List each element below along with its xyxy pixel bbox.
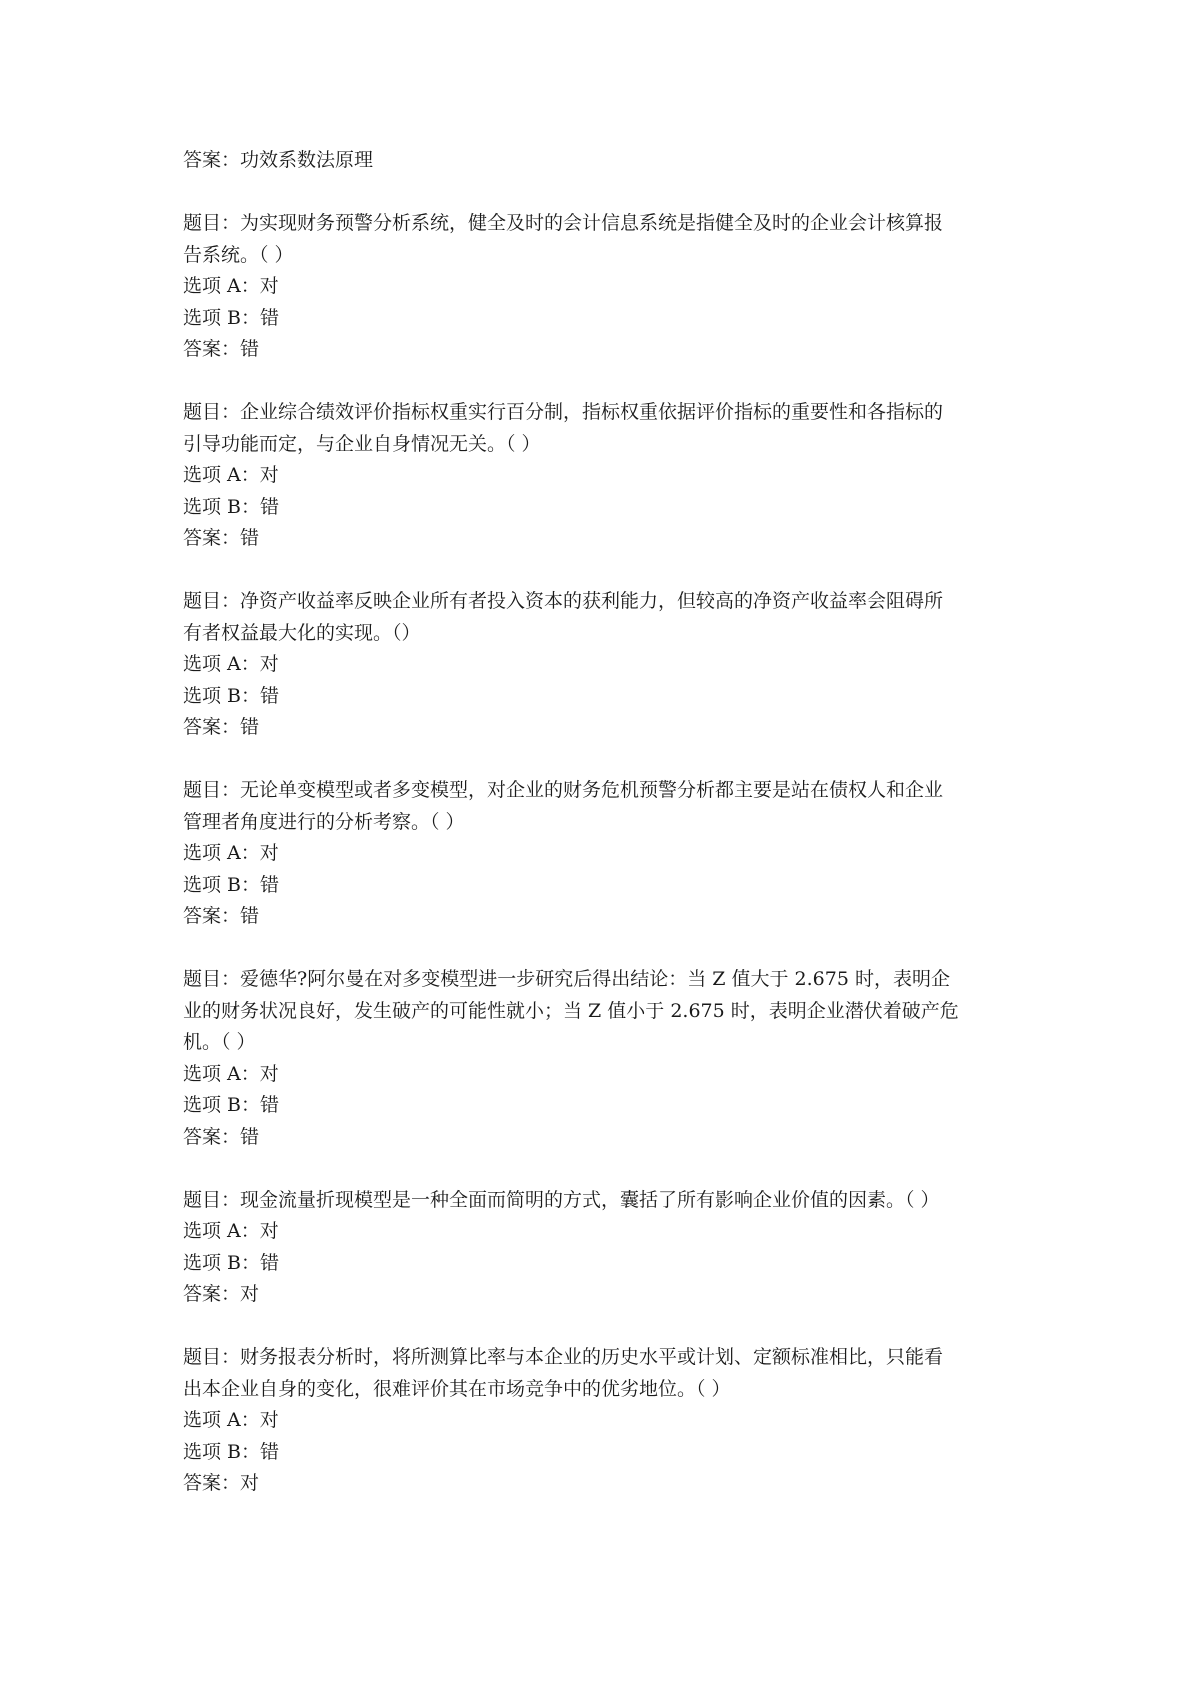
option-a-label: 选项 A： bbox=[183, 653, 260, 675]
question-text-continuation bbox=[183, 1374, 1023, 1406]
answer-line bbox=[183, 1279, 1023, 1311]
question-block bbox=[183, 964, 1023, 1153]
option-b-label: 选项 B： bbox=[183, 1440, 261, 1463]
option-a-line bbox=[183, 271, 1023, 303]
answer-line bbox=[183, 901, 1023, 933]
answer-value: 对 bbox=[240, 1283, 260, 1305]
question-text-line bbox=[183, 208, 1023, 240]
question-text: 为实现财务预警分析系统，健全及时的会计信息系统是指健全及时的企业会计核算报 bbox=[240, 212, 944, 234]
question-label: 题目： bbox=[183, 590, 241, 612]
question-text: 机。（ ） bbox=[183, 1031, 256, 1053]
option-b-label: 选项 B： bbox=[183, 1094, 261, 1116]
answer-value: 错 bbox=[240, 527, 260, 549]
previous-answer bbox=[183, 145, 1023, 177]
option-a-label: 选项 A： bbox=[183, 464, 260, 486]
question-text: 业的财务状况良好，发生破产的可能性就小；当 Z 值小于 2.675 时，表明企业潜伏着破产危 bbox=[183, 999, 959, 1022]
question-list bbox=[183, 208, 1023, 1500]
option-b-value: 错 bbox=[260, 495, 280, 518]
answer-line bbox=[183, 523, 1023, 555]
question-text: 有者权益最大化的实现。（） bbox=[183, 621, 421, 644]
answer-label: 答案： bbox=[183, 905, 241, 927]
question-label: 题目： bbox=[183, 1188, 241, 1211]
option-b-label: 选项 B： bbox=[183, 684, 261, 707]
option-a-label: 选项 A： bbox=[183, 1409, 260, 1431]
option-b-label: 选项 B： bbox=[183, 873, 261, 896]
question-text: 管理者角度进行的分析考察。（ ） bbox=[183, 810, 465, 833]
answer-label: 答案： bbox=[183, 338, 241, 360]
option-a-line bbox=[183, 1216, 1023, 1248]
option-b-value: 错 bbox=[260, 1094, 280, 1116]
question-label: 题目： bbox=[183, 401, 241, 423]
question-text-line bbox=[183, 397, 1023, 429]
option-b-line bbox=[183, 303, 1023, 335]
option-a-label: 选项 A： bbox=[183, 275, 260, 297]
option-a-line bbox=[183, 1405, 1023, 1437]
question-text-line bbox=[183, 775, 1023, 807]
option-b-line bbox=[183, 492, 1023, 524]
question-text-line bbox=[183, 586, 1023, 618]
question-block bbox=[183, 1342, 1023, 1500]
option-b-value: 错 bbox=[260, 306, 280, 329]
option-b-line bbox=[183, 1090, 1023, 1122]
answer-line bbox=[183, 1468, 1023, 1500]
question-block bbox=[183, 208, 1023, 366]
question-text-continuation bbox=[183, 618, 1023, 650]
option-b-label: 选项 B： bbox=[183, 306, 261, 329]
answer-line bbox=[183, 334, 1023, 366]
option-b-value: 错 bbox=[260, 873, 280, 896]
question-block bbox=[183, 1185, 1023, 1311]
answer-label: 答案： bbox=[183, 527, 241, 549]
question-label: 题目： bbox=[183, 968, 241, 990]
option-b-label: 选项 B： bbox=[183, 495, 261, 518]
question-text: 现金流量折现模型是一种全面而简明的方式，囊括了所有影响企业价值的因素。（ ） bbox=[240, 1188, 940, 1211]
question-text: 引导功能而定，与企业自身情况无关。（ ） bbox=[183, 432, 541, 455]
option-a-line bbox=[183, 649, 1023, 681]
answer-value: 错 bbox=[240, 905, 260, 927]
answer-value: 错 bbox=[240, 1125, 260, 1148]
option-a-line bbox=[183, 1059, 1023, 1091]
option-a-label: 选项 A： bbox=[183, 1220, 260, 1242]
question-text: 净资产收益率反映企业所有者投入资本的获利能力，但较高的净资产收益率会阻碍所 bbox=[240, 590, 944, 612]
answer-label: 答案： bbox=[183, 1472, 241, 1494]
option-a-value: 对 bbox=[259, 842, 279, 864]
question-text: 企业综合绩效评价指标权重实行百分制，指标权重依据评价指标的重要性和各指标的 bbox=[240, 401, 944, 423]
answer-label: 答案： bbox=[183, 1283, 241, 1305]
question-text-line bbox=[183, 1342, 1023, 1374]
option-a-label: 选项 A： bbox=[183, 1062, 260, 1085]
question-text-continuation bbox=[183, 996, 1023, 1028]
answer-label: 答案： bbox=[183, 716, 241, 738]
document-content bbox=[183, 145, 1023, 1531]
question-text: 爱德华?阿尔曼在对多变模型进一步研究后得出结论：当 Z 值大于 2.675 时，表明企 bbox=[240, 968, 950, 990]
question-text-continuation bbox=[183, 429, 1023, 461]
answer-line bbox=[183, 1122, 1023, 1154]
option-a-value: 对 bbox=[259, 275, 279, 297]
question-label: 题目： bbox=[183, 779, 241, 801]
answer-value: 错 bbox=[240, 716, 260, 738]
option-b-value: 错 bbox=[260, 684, 280, 707]
previous-answer-text: 答案：功效系数法原理 bbox=[183, 149, 374, 171]
option-a-line bbox=[183, 460, 1023, 492]
answer-value: 错 bbox=[240, 338, 260, 360]
answer-value: 对 bbox=[240, 1472, 260, 1494]
question-block bbox=[183, 775, 1023, 933]
option-a-value: 对 bbox=[259, 464, 279, 486]
option-a-value: 对 bbox=[259, 1220, 279, 1242]
question-text-continuation bbox=[183, 1027, 1023, 1059]
question-text-line bbox=[183, 1185, 1023, 1217]
option-a-value: 对 bbox=[259, 653, 279, 675]
option-b-line bbox=[183, 681, 1023, 713]
option-b-line bbox=[183, 870, 1023, 902]
question-label: 题目： bbox=[183, 1346, 241, 1368]
question-text-continuation bbox=[183, 240, 1023, 272]
option-b-value: 错 bbox=[260, 1251, 280, 1274]
question-text: 出本企业自身的变化，很难评价其在市场竞争中的优劣地位。（ ） bbox=[183, 1377, 731, 1400]
question-block bbox=[183, 586, 1023, 744]
question-text-continuation bbox=[183, 807, 1023, 839]
option-b-label: 选项 B： bbox=[183, 1251, 261, 1274]
option-a-value: 对 bbox=[259, 1409, 279, 1431]
option-a-line bbox=[183, 838, 1023, 870]
question-text-line bbox=[183, 964, 1023, 996]
option-b-line bbox=[183, 1437, 1023, 1469]
question-label: 题目： bbox=[183, 212, 241, 234]
question-text: 无论单变模型或者多变模型，对企业的财务危机预警分析都主要是站在债权人和企业 bbox=[240, 779, 944, 801]
option-b-value: 错 bbox=[260, 1440, 280, 1463]
question-block bbox=[183, 397, 1023, 555]
answer-line bbox=[183, 712, 1023, 744]
answer-label: 答案： bbox=[183, 1125, 241, 1148]
option-b-line bbox=[183, 1248, 1023, 1280]
question-text: 财务报表分析时，将所测算比率与本企业的历史水平或计划、定额标准相比，只能看 bbox=[240, 1346, 944, 1368]
option-a-label: 选项 A： bbox=[183, 842, 260, 864]
question-text: 告系统。（ ） bbox=[183, 243, 294, 266]
option-a-value: 对 bbox=[259, 1062, 279, 1085]
